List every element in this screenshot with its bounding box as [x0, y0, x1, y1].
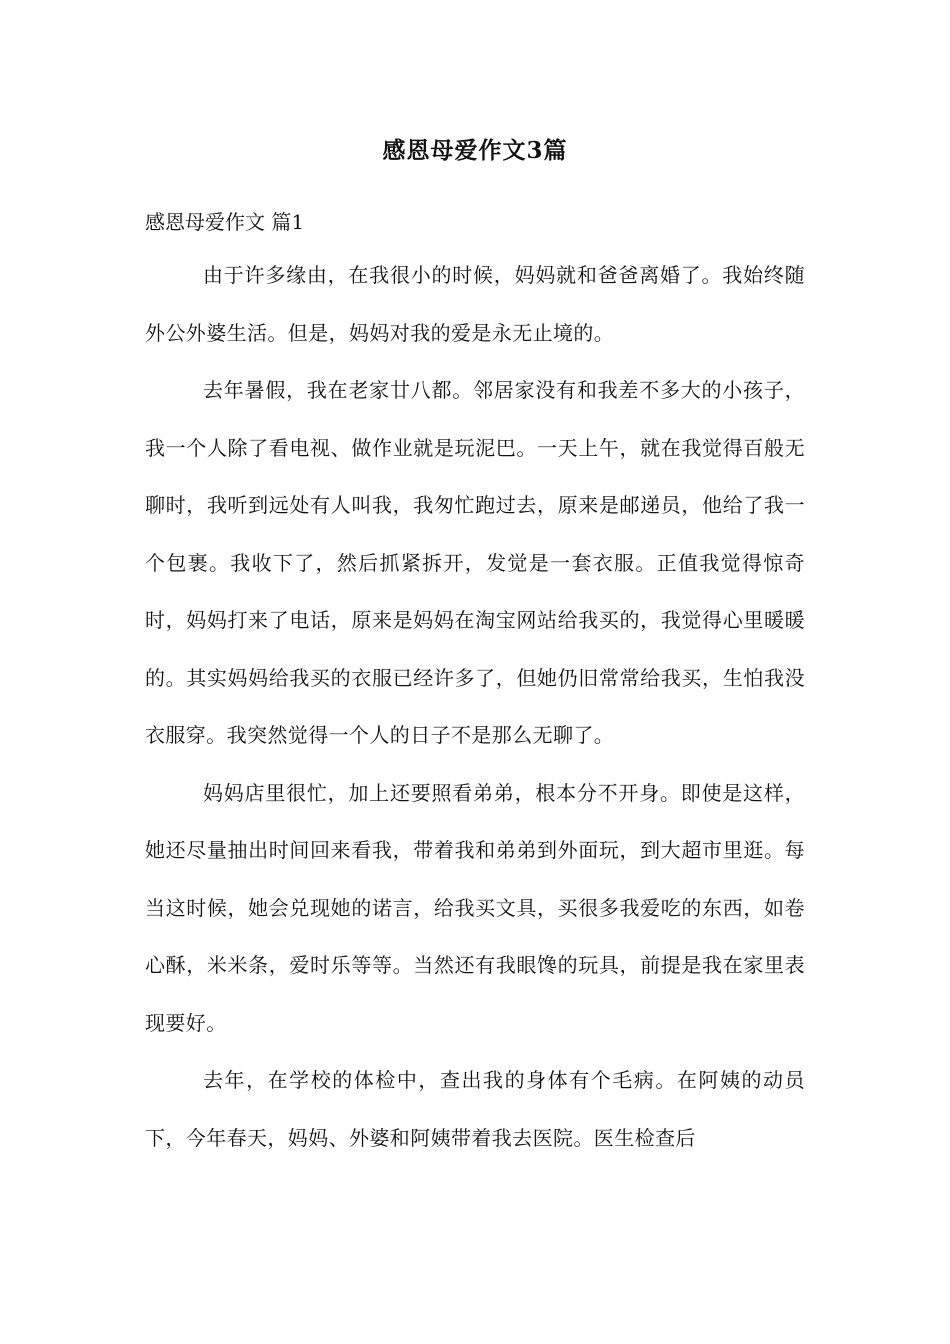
essay-body: [145, 247, 805, 1167]
paragraph: 去年，在学校的体检中，查出我的身体有个毛病。在阿姨的动员下，今年春天，妈妈、外婆和阿姨带着我去医院。医生检查后: [145, 1068, 805, 1150]
paragraph: 由于许多缘由，在我很小的时候，妈妈就和爸爸离婚了。我始终随外公外婆生活。但是，妈妈对我的爱是永无止境的。: [145, 263, 805, 345]
document-title: 感恩母爱作文3篇: [382, 137, 568, 164]
paragraph: 去年暑假，我在老家廿八都。邻居家没有和我差不多大的小孩子，我一个人除了看电视、做作业就是玩泥巴。一天上午，就在我觉得百般无聊时，我听到远处有人叫我，我匆忙跑过去，原来是邮递员，他给了我一个包裹。我收下了，然后抓紧拆开，发觉是一套衣服。正值我觉得惊奇时，妈妈打来了电话，原来是妈妈在淘宝网站给我买的，我觉得心里暖暖的。其实妈妈给我买的衣服已经许多了，但她仍旧常常给我买，生怕我没衣服穿。我突然觉得一个人的日子不是那么无聊了。: [145, 378, 805, 747]
paragraph: 妈妈店里很忙，加上还要照看弟弟，根本分不开身。即使是这样，她还尽量抽出时间回来看我，带着我和弟弟到外面玩，到大超市里逛。每当这时候，她会兑现她的诺言，给我买文具，买很多我爱吃的东西，如卷心酥，米米条，爱时乐等等。当然还有我眼馋的玩具，前提是我在家里表现要好。: [145, 780, 805, 1035]
section-heading: 感恩母爱作文 篇1: [145, 210, 305, 234]
